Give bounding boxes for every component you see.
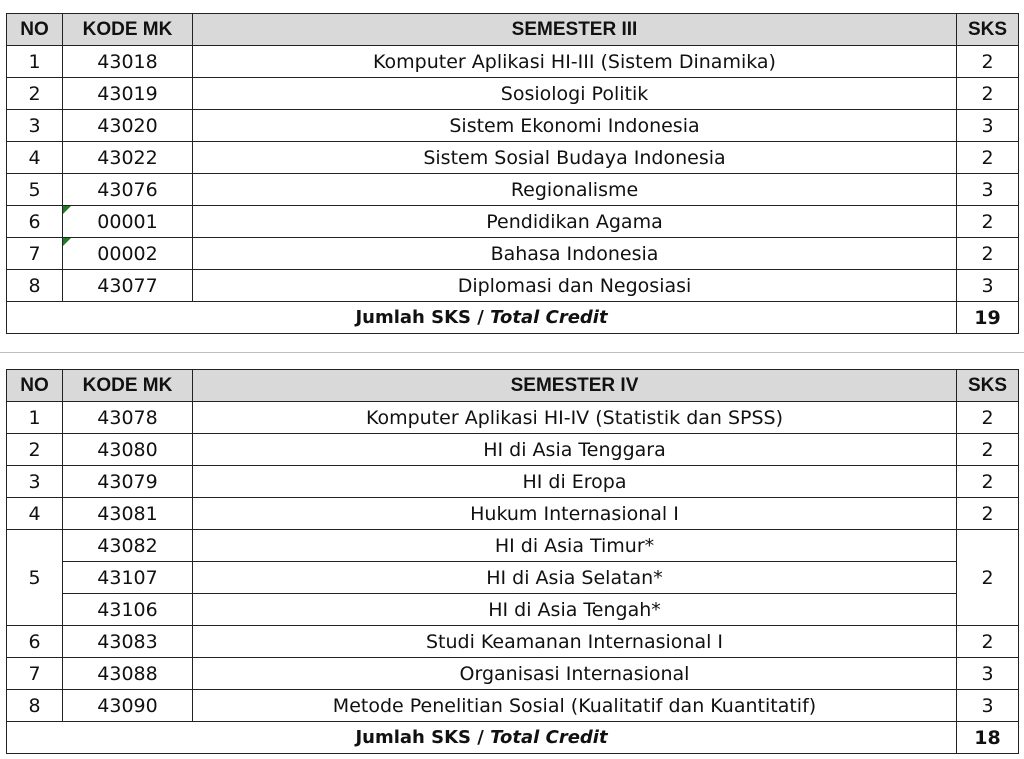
- cell-kode: 43090: [63, 690, 193, 722]
- cell-kode: 43018: [63, 46, 193, 78]
- table-row: [7, 562, 1019, 594]
- cell-no: 6: [7, 206, 63, 238]
- cell-sks: 2: [957, 626, 1019, 658]
- cell-course: Hukum Internasional I: [193, 498, 957, 530]
- total-label: [7, 302, 957, 334]
- table-row: [7, 434, 1019, 466]
- cell-kode: [63, 238, 193, 270]
- cell-sks: 3: [957, 110, 1019, 142]
- spreadsheet-gridline: [0, 352, 1024, 353]
- cell-kode: 43080: [63, 434, 193, 466]
- cell-sks: 2: [957, 206, 1019, 238]
- cell-kode: 43079: [63, 466, 193, 498]
- cell-course: Sistem Sosial Budaya Indonesia: [193, 142, 957, 174]
- cell-sks: 3: [957, 174, 1019, 206]
- cell-course: HI di Eropa: [193, 466, 957, 498]
- cell-kode: 43022: [63, 142, 193, 174]
- table-row: [7, 46, 1019, 78]
- total-row: [7, 302, 1019, 334]
- cell-course: HI di Asia Tengah*: [193, 594, 957, 626]
- table-row: [7, 270, 1019, 302]
- cell-course: Sistem Ekonomi Indonesia: [193, 110, 957, 142]
- cell-sks: 2: [957, 466, 1019, 498]
- table-row: [7, 142, 1019, 174]
- table-row: [7, 110, 1019, 142]
- table-row: [7, 594, 1019, 626]
- table-row: [7, 658, 1019, 690]
- column-header-semester: SEMESTER III: [193, 14, 957, 46]
- semester-4-table: [6, 369, 1019, 754]
- column-header-kode: KODE MK: [63, 370, 193, 402]
- cell-no: 2: [7, 78, 63, 110]
- cell-no: 2: [7, 434, 63, 466]
- table-row: [7, 690, 1019, 722]
- table-header-row: [7, 14, 1019, 46]
- cell-kode: 43076: [63, 174, 193, 206]
- total-row: [7, 722, 1019, 754]
- table-row: [7, 530, 1019, 562]
- cell-sks: 3: [957, 658, 1019, 690]
- table-row: [7, 78, 1019, 110]
- table-row: [7, 238, 1019, 270]
- cell-comment-indicator-icon: [63, 238, 71, 246]
- table-row: [7, 626, 1019, 658]
- cell-sks: 2: [957, 402, 1019, 434]
- table-row: [7, 206, 1019, 238]
- cell-sks: 2: [957, 78, 1019, 110]
- semester-3-table: [6, 13, 1019, 334]
- column-header-no: NO: [7, 14, 63, 46]
- cell-no: 5: [7, 174, 63, 206]
- total-label-text: Jumlah SKS /: [355, 307, 491, 328]
- cell-course: Metode Penelitian Sosial (Kualitatif dan Kuantitatif): [193, 690, 957, 722]
- cell-no: 3: [7, 110, 63, 142]
- cell-kode: 43082: [63, 530, 193, 562]
- cell-course: Komputer Aplikasi HI-IV (Statistik dan SPSS): [193, 402, 957, 434]
- cell-course: HI di Asia Timur*: [193, 530, 957, 562]
- table-header-row: [7, 370, 1019, 402]
- cell-kode: 43020: [63, 110, 193, 142]
- cell-no: 8: [7, 690, 63, 722]
- cell-course: HI di Asia Selatan*: [193, 562, 957, 594]
- total-label-italic: Total Credit: [490, 307, 608, 328]
- table-row: [7, 174, 1019, 206]
- total-sks: 19: [957, 302, 1019, 334]
- cell-no: 1: [7, 402, 63, 434]
- cell-course: Sosiologi Politik: [193, 78, 957, 110]
- cell-no: 6: [7, 626, 63, 658]
- table-row: [7, 466, 1019, 498]
- total-label-italic: Total Credit: [490, 727, 608, 748]
- cell-course: Pendidikan Agama: [193, 206, 957, 238]
- table-row: [7, 402, 1019, 434]
- cell-kode: 43088: [63, 658, 193, 690]
- column-header-kode: KODE MK: [63, 14, 193, 46]
- total-label: [7, 722, 957, 754]
- cell-sks: 2: [957, 434, 1019, 466]
- cell-no: 4: [7, 498, 63, 530]
- column-header-semester: SEMESTER IV: [193, 370, 957, 402]
- column-header-sks: SKS: [957, 370, 1019, 402]
- cell-course: Studi Keamanan Internasional I: [193, 626, 957, 658]
- cell-kode: 43081: [63, 498, 193, 530]
- cell-kode: 43019: [63, 78, 193, 110]
- cell-sks: 3: [957, 690, 1019, 722]
- cell-sks: 2: [957, 530, 1019, 626]
- column-header-sks: SKS: [957, 14, 1019, 46]
- cell-sks: 3: [957, 270, 1019, 302]
- cell-course: Regionalisme: [193, 174, 957, 206]
- cell-kode-text: 00001: [97, 210, 158, 233]
- cell-course: Diplomasi dan Negosiasi: [193, 270, 957, 302]
- cell-kode: 43107: [63, 562, 193, 594]
- cell-kode: 43083: [63, 626, 193, 658]
- cell-kode: 43106: [63, 594, 193, 626]
- cell-sks: 2: [957, 46, 1019, 78]
- cell-course: HI di Asia Tenggara: [193, 434, 957, 466]
- cell-no: 5: [7, 530, 63, 626]
- cell-sks: 2: [957, 238, 1019, 270]
- cell-no: 8: [7, 270, 63, 302]
- cell-course: Bahasa Indonesia: [193, 238, 957, 270]
- column-header-no: NO: [7, 370, 63, 402]
- cell-kode-text: 00002: [97, 242, 158, 265]
- cell-no: 1: [7, 46, 63, 78]
- cell-kode: 43078: [63, 402, 193, 434]
- cell-course: Organisasi Internasional: [193, 658, 957, 690]
- cell-comment-indicator-icon: [63, 206, 71, 214]
- cell-no: 3: [7, 466, 63, 498]
- table-row: [7, 498, 1019, 530]
- cell-course: Komputer Aplikasi HI-III (Sistem Dinamika): [193, 46, 957, 78]
- cell-no: 4: [7, 142, 63, 174]
- cell-no: 7: [7, 658, 63, 690]
- cell-no: 7: [7, 238, 63, 270]
- cell-kode: 43077: [63, 270, 193, 302]
- cell-sks: 2: [957, 498, 1019, 530]
- total-sks: 18: [957, 722, 1019, 754]
- total-label-text: Jumlah SKS /: [355, 727, 491, 748]
- cell-kode: [63, 206, 193, 238]
- cell-sks: 2: [957, 142, 1019, 174]
